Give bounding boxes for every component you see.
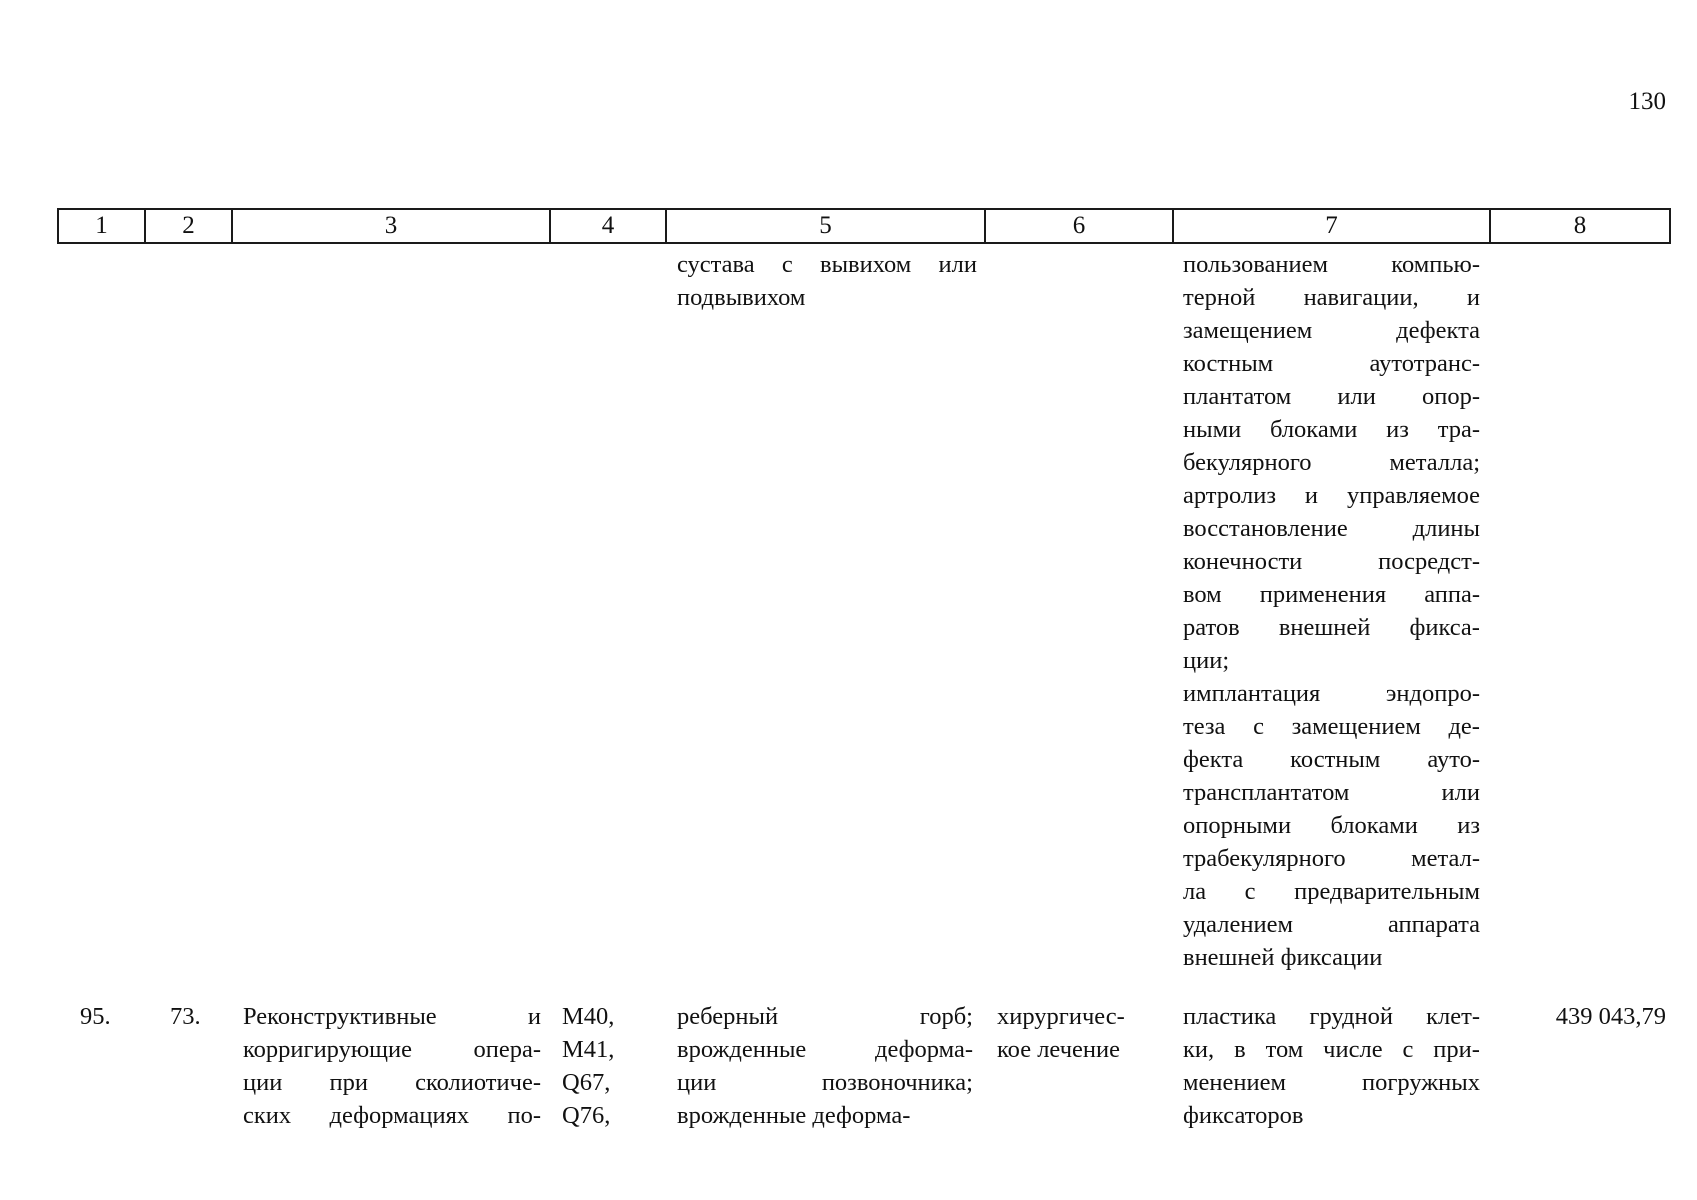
treatment-type [997,1000,1147,1066]
page-number: 130 [1628,88,1666,115]
continued-col7-text [1183,248,1480,974]
text-line: фекта костным ауто- [1183,746,1480,773]
text-line: внешней фиксации [1183,944,1383,971]
diagnosis-text [677,1000,973,1132]
text-line: замещением дефекта [1183,317,1480,344]
text-line: подвывихом [677,284,806,311]
cost-value: 439 043,79 [1555,1003,1666,1030]
text-line: кое лечение [997,1036,1120,1063]
text-line: врожденные деформа- [677,1102,911,1129]
text-line: сустава с вывихом или [677,251,977,278]
text-line: теза с замещением де- [1183,713,1480,740]
text-line: имплантация эндопро- [1183,680,1480,707]
column-number-1: 1 [58,209,145,243]
text-line: трансплантатом или [1183,779,1480,806]
text-line: опорными блоками из [1183,812,1480,839]
text-line: ратов внешней фикса- [1183,614,1480,641]
text-line: фиксаторов [1183,1102,1304,1129]
column-number-8: 8 [1490,209,1670,243]
text-line: артролиз и управляемое [1183,482,1480,509]
column-number-3: 3 [232,209,550,243]
text-line: Реконструктивные и [243,1003,541,1030]
text-line: терной навигации, и [1183,284,1480,311]
treatment-method [1183,1000,1480,1132]
text-line: пользованием компью- [1183,251,1480,278]
text-line: костным аутотранс- [1183,350,1480,377]
continued-col5-text [677,248,977,314]
treatment-name [243,1000,541,1132]
text-line: ки, в том числе с при- [1183,1036,1480,1063]
text-line: M41, [562,1036,615,1063]
text-line: трабекулярного метал- [1183,845,1480,872]
text-line: пластика грудной клет- [1183,1003,1480,1030]
row-number: 95. [80,1003,111,1030]
text-line: Q67, [562,1069,611,1096]
text-line: ции при сколиотиче- [243,1069,541,1096]
group-number: 73. [170,1003,201,1030]
text-line: M40, [562,1003,615,1030]
text-line: плантатом или опор- [1183,383,1480,410]
text-line: ских деформациях по- [243,1102,541,1129]
text-line: менением погружных [1183,1069,1480,1096]
column-number-5: 5 [666,209,985,243]
column-number-6: 6 [985,209,1173,243]
text-line: Q76, [562,1102,611,1129]
column-number-7: 7 [1173,209,1490,243]
text-line: реберный горб; [677,1003,973,1030]
text-line: врожденные деформа- [677,1036,973,1063]
column-number-4: 4 [550,209,666,243]
text-line: конечности посредст- [1183,548,1480,575]
text-line: хирургичес- [997,1003,1125,1030]
icd-codes [562,1000,642,1132]
column-number-header [57,208,1671,244]
text-line: бекулярного металла; [1183,449,1480,476]
text-line: ции; [1183,647,1230,674]
text-line: вом применения аппа- [1183,581,1480,608]
text-line: ными блоками из тра- [1183,416,1480,443]
text-line: восстановление длины [1183,515,1480,542]
text-line: корригирующие опера- [243,1036,541,1063]
text-line: ции позвоночника; [677,1069,973,1096]
text-line: ла с предварительным [1183,878,1480,905]
column-number-2: 2 [145,209,232,243]
text-line: удалением аппарата [1183,911,1480,938]
